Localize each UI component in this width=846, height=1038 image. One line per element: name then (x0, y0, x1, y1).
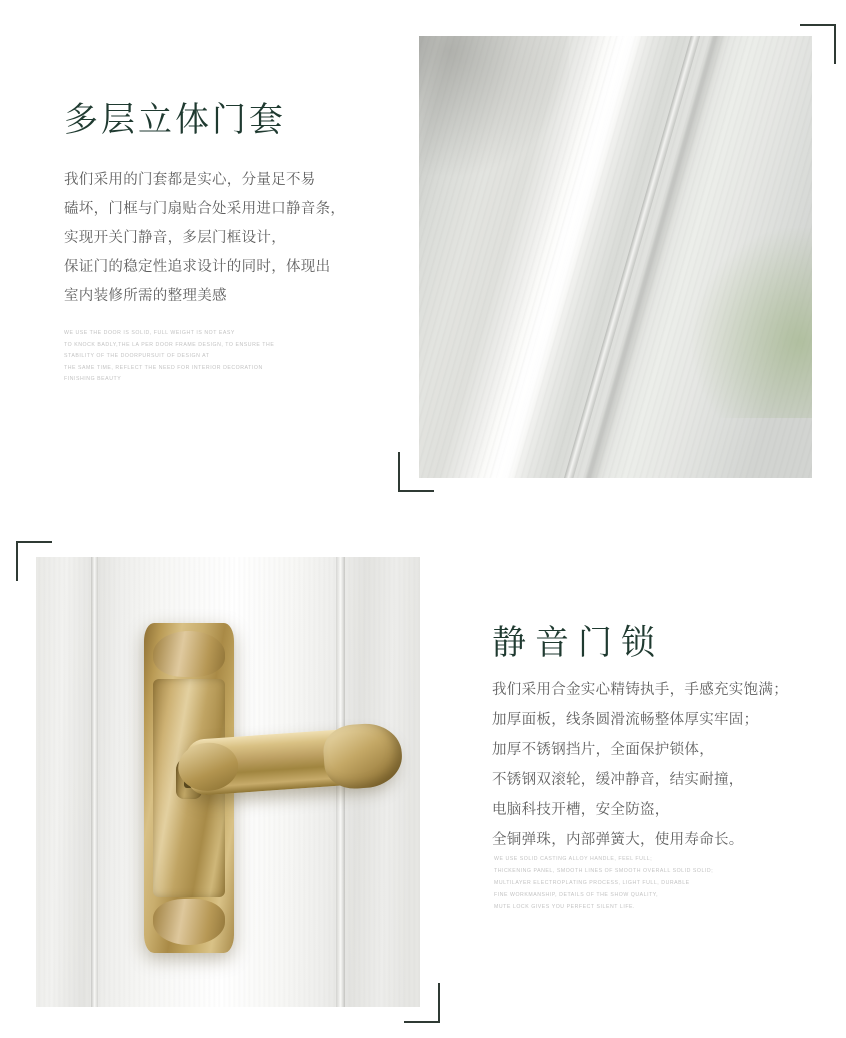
english-line: THE SAME TIME, REFLECT THE NEED FOR INTERIOR DECORATION (64, 364, 263, 371)
section-one-body (64, 166, 364, 311)
section-one-title: 多层立体门套 (64, 102, 286, 139)
english-line: FINISHING BEAUTY (64, 376, 122, 382)
english-line: WE USE SOLID CASTING ALLOY HANDLE, FEEL FULL; (494, 856, 653, 862)
english-line: THICKENING PANEL, SMOOTH LINES OF SMOOTH OVERALL SOLID SOLID; (494, 868, 714, 874)
body-line: 加厚面板，线条圆滑流畅整体厚实牢固； (492, 712, 759, 728)
body-line: 电脑科技开槽，安全防盗， (492, 802, 670, 818)
door-lock-image (36, 557, 420, 1007)
door-casing-image (419, 36, 812, 478)
section-silent-lock (0, 515, 846, 1038)
section-two-title: 静音门锁 (492, 625, 664, 662)
english-line: FINE WORKMANSHIP, DETAILS OF THE SHOW QUALITY, (494, 892, 659, 898)
section-two-english-caption (494, 853, 744, 913)
body-line: 不锈钢双滚轮，缓冲静音，结实耐撞， (492, 772, 744, 788)
section-two-body (492, 675, 812, 855)
english-line: MULTILAYER ELECTROPLATING PROCESS, LIGHT FULL, DURABLE (494, 880, 690, 886)
body-line: 磕坏，门框与门扇贴合处采用进口静音条， (64, 201, 346, 217)
body-line: 实现开关门静音，多层门框设计， (64, 230, 286, 246)
english-line: MUTE LOCK GIVES YOU PERFECT SILENT LIFE. (494, 904, 636, 910)
body-line: 我们采用合金实心精铸执手，手感充实饱满； (492, 682, 788, 698)
body-line: 全铜弹珠，内部弹簧大，使用寿命长。 (492, 832, 744, 848)
body-line: 保证门的稳定性追求设计的同时，体现出 (64, 259, 331, 275)
corner-bracket-bottom-left (398, 452, 434, 492)
door-panel-seam-left (91, 557, 98, 1007)
corner-bracket-top-right (800, 24, 836, 64)
section-door-casing (0, 0, 846, 515)
door-lock-photo (36, 557, 420, 1007)
body-line: 室内装修所需的整理美感 (64, 288, 227, 304)
section-one-english-caption (64, 328, 284, 386)
door-casing-photo (419, 36, 812, 478)
body-line: 我们采用的门套都是实心，分量足不易 (64, 172, 316, 188)
english-line: STABILITY OF THE DOORPURSUIT OF DESIGN AT (64, 353, 210, 359)
corner-bracket-top-left (16, 541, 52, 581)
english-line: TO KNOCK BADLY,THE LA PER DOOR FRAME DESIGN, TO ENSURE THE (64, 341, 275, 348)
english-line: WE USE THE DOOR IS SOLID, FULL WEIGHT IS NOT EASY (64, 330, 235, 336)
corner-bracket-bottom-right (404, 983, 440, 1023)
body-line: 加厚不锈钢挡片，全面保护锁体， (492, 742, 714, 758)
